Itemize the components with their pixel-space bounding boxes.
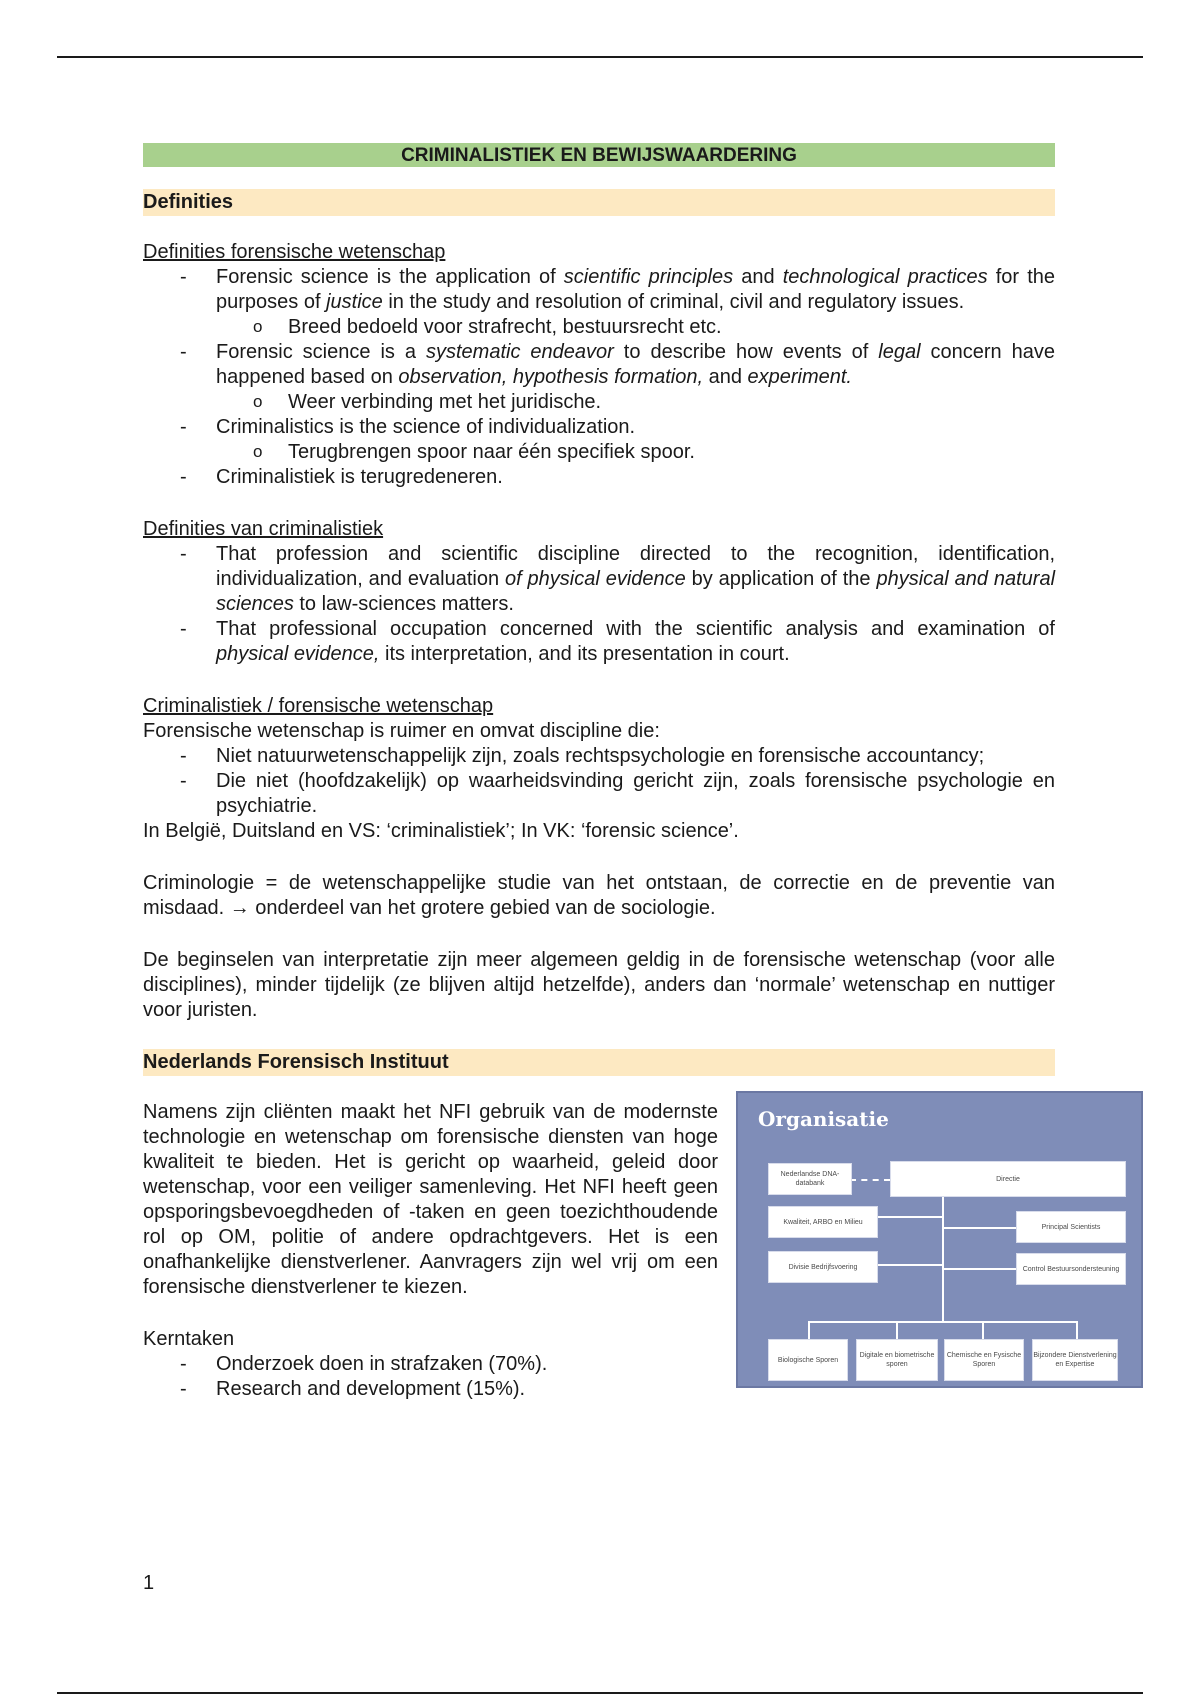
sub-list [143,390,1055,415]
section-heading-definities: Definities [143,189,1055,216]
subheading-criminalistics-definitions: Definities van criminalistiek [143,518,384,540]
sub-list [143,315,1055,340]
paragraph-intro: Forensische wetenschap is ruimer en omvat discipline die: [143,720,660,742]
forensic-definitions-list-2 [143,340,1055,390]
document-page [143,143,1120,1520]
sub-list-item: o Weer verbinding met het juridische. [143,390,1055,415]
criminalistics-definitions-list [143,542,1055,667]
forensic-definitions-list [143,265,1055,315]
org-box-kwaliteit: Kwaliteit, ARBO en Milieu [768,1206,878,1238]
forensic-definitions-list-4 [143,465,1055,490]
document-title: CRIMINALISTIEK EN BEWIJSWAARDERING [143,143,1055,167]
nfi-section [143,1100,1120,1520]
nfi-text-column [143,1100,718,1402]
list-item: - Forensic science is a systematic endeavor to describe how events of legal concern have happened based on observation, hypothesis formation, and experiment. [143,340,1055,390]
org-chart-title: Organisatie [758,1107,889,1131]
list-item: - Niet natuurwetenschappelijk zijn, zoals rechtspsychologie en forensische accountancy; [143,744,1055,769]
forensic-definitions-list-3 [143,415,1055,440]
top-rule [57,56,1143,58]
sub-list-item: o Terugbrengen spoor naar één specifiek spoor. [143,440,1055,465]
forensic-scope-list [143,744,1055,819]
list-item: - That profession and scientific discipline directed to the recognition, identification, individualization, and evaluation of physical evidence by application of the physical and natural sciences to law-sciences matters. [143,542,1055,617]
page-number: 1 [143,1572,155,1594]
sub-list [143,440,1055,465]
subheading-criminalistics-vs-forensic: Criminalistiek / forensische wetenschap [143,695,494,717]
list-item: - Forensic science is the application of scientific principles and technological practices for the purposes of justice in the study and resolution of criminal, civil and regulatory issues. [143,265,1055,315]
subheading-forensic-definitions: Definities forensische wetenschap [143,241,446,263]
org-box-bijzondere-dienstverlening: Bijzondere Dienstverlening en Expertise [1032,1339,1118,1381]
list-item: - Onderzoek doen in strafzaken (70%). [143,1352,1043,1377]
sub-list-item: o Breed bedoeld voor strafrecht, bestuursrecht etc. [143,315,1055,340]
list-item: - Research and development (15%). [143,1377,1043,1402]
section-heading-nfi: Nederlands Forensisch Instituut [143,1049,1055,1076]
organisation-chart [736,1091,1143,1388]
org-box-biologische-sporen: Biologische Sporen [768,1339,848,1381]
org-box-divisie-bedrijfsvoering: Divisie Bedrijfsvoering [768,1251,878,1283]
kerntaken-label: Kerntaken [143,1328,235,1350]
list-item: - That professional occupation concerned with the scientific analysis and examination of physical evidence, its interpretation, and its presentation in court. [143,617,1055,667]
paragraph-criminologie: Criminologie = de wetenschappelijke studie van het ontstaan, de correctie en de preventie van misdaad. → onderdeel van het grotere gebied van de sociologie. [143,872,1055,919]
org-box-control: Control Bestuursondersteuning [1016,1253,1126,1285]
org-box-directie: Directie [890,1161,1126,1197]
list-item: - Die niet (hoofdzakelijk) op waarheidsvinding gericht zijn, zoals forensische psychologie en psychiatrie. [143,769,1055,819]
org-box-digitale-sporen: Digitale en biometrische sporen [856,1339,938,1381]
org-box-principal-scientists: Principal Scientists [1016,1211,1126,1243]
paragraph-country-terms: In België, Duitsland en VS: ‘criminalistiek’; In VK: ‘forensic science’. [143,820,739,842]
org-box-dna-databank: Nederlandse DNA-databank [768,1163,852,1195]
list-item: - Criminalistiek is terugredeneren. [143,465,1055,490]
paragraph-beginselen: De beginselen van interpretatie zijn meer algemeen geldig in de forensische wetenschap (voor alle disciplines), minder tijdelijk (ze blijven altijd hetzelfde), anders dan ‘normale’ wetenschap en nuttiger voor juristen. [143,949,1055,1021]
org-box-chemische-sporen: Chemische en Fysische Sporen [944,1339,1024,1381]
bottom-rule [57,1692,1143,1694]
list-item: - Criminalistics is the science of individualization. [143,415,1055,440]
paragraph-nfi: Namens zijn cliënten maakt het NFI gebruik van de modernste technologie en wetenschap om forensische diensten van hoge kwaliteit te bieden. Het is gericht op waarheid, geleid door wetenschap, voor een veiliger samenleving. Het NFI heeft geen opsporingsbevoegdheden of -taken en geen toezichthoudende rol op OM, politie of andere opdrachtgevers. Het is een onafhankelijke dienstverlener. Aanvragers zijn wel vrij om een forensische dienstverlener te kiezen. [143,1101,718,1298]
